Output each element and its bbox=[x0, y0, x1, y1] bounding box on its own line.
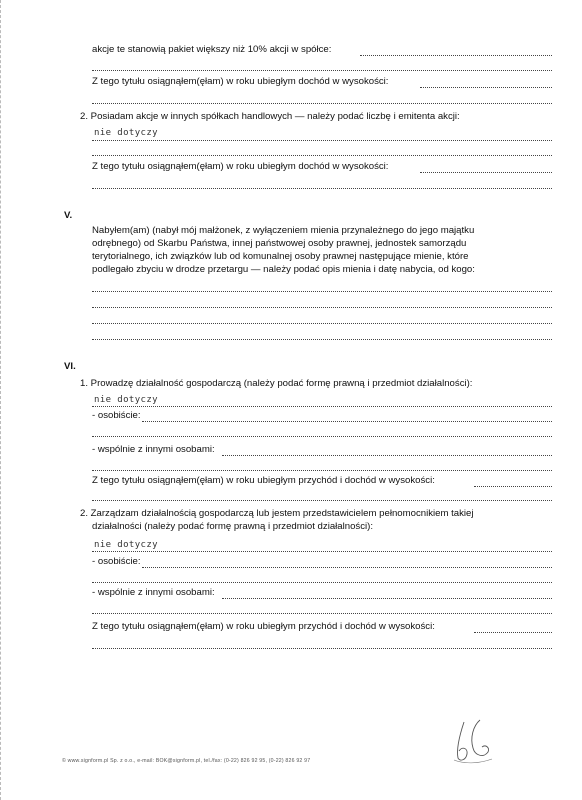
business-management-label-2: działalności (należy podać formę prawną i przedmiot działalności): bbox=[92, 521, 374, 532]
business-management-answer: nie dotyczy bbox=[94, 540, 159, 550]
section-v-text-3: terytorialnego, ich związków lub od komunalnej osoby prawnej następujące mienie, które bbox=[92, 251, 469, 262]
signature-initials bbox=[440, 714, 500, 768]
management-personal-field[interactable] bbox=[142, 567, 552, 568]
business-joint-field[interactable] bbox=[222, 455, 552, 456]
other-shares-label: 2. Posiadam akcje w innych spółkach handlowych — należy podać liczbę i emitenta akcji: bbox=[80, 111, 460, 122]
section-vi-heading: VI. bbox=[64, 361, 76, 372]
section-v-field-1[interactable] bbox=[92, 291, 552, 292]
section-v-field-4[interactable] bbox=[92, 339, 552, 340]
management-joint-field-2[interactable] bbox=[92, 613, 552, 614]
other-shares-answer: nie dotyczy bbox=[94, 128, 159, 138]
shares-income-label: Z tego tytułu osiągnąłem(ęłam) w roku ubiegłym dochód w wysokości: bbox=[92, 76, 389, 87]
business-personal-field[interactable] bbox=[142, 421, 552, 422]
business-income-label: Z tego tytułu osiągnąłem(ęłam) w roku ubiegłym przychód i dochód w wysokości: bbox=[92, 475, 435, 486]
management-joint-label: - wspólnie z innymi osobami: bbox=[92, 587, 215, 598]
section-v-field-2[interactable] bbox=[92, 307, 552, 308]
other-shares-income-field-2[interactable] bbox=[92, 188, 552, 189]
management-joint-field[interactable] bbox=[222, 598, 552, 599]
business-management-label-1: 2. Zarządzam działalnością gospodarczą lub jestem przedstawicielem pełnomocnikiem takiej bbox=[80, 508, 474, 519]
business-personal-field-2[interactable] bbox=[92, 436, 552, 437]
business-activity-label: 1. Prowadzę działalność gospodarczą (należy podać formę prawną i przedmiot działalności): bbox=[80, 378, 473, 389]
business-activity-answer: nie dotyczy bbox=[94, 395, 159, 405]
shares-percentage-field-2[interactable] bbox=[92, 70, 552, 71]
page-edge bbox=[0, 0, 2, 800]
other-shares-field-2[interactable] bbox=[92, 155, 552, 156]
other-shares-field[interactable] bbox=[92, 140, 552, 141]
footer-text: © www.signform.pl Sp. z o.o., e-mail: BOK@signform.pl, tel./fax: (0-22) 826 92 95, (0-22) 826 92 97 bbox=[62, 758, 311, 764]
business-management-field[interactable] bbox=[92, 551, 552, 552]
section-v-field-3[interactable] bbox=[92, 323, 552, 324]
section-v-heading: V. bbox=[64, 210, 73, 221]
management-income-field[interactable] bbox=[474, 632, 552, 633]
business-personal-label: - osobiście: bbox=[92, 410, 141, 421]
other-shares-income-field[interactable] bbox=[420, 172, 552, 173]
business-income-field-2[interactable] bbox=[92, 500, 552, 501]
management-personal-label: - osobiście: bbox=[92, 556, 141, 567]
business-income-field[interactable] bbox=[474, 486, 552, 487]
section-v-text-2: odrębnego) od Skarbu Państwa, innej państwowej osoby prawnej, jednostek samorządu bbox=[92, 238, 467, 249]
shares-percentage-field[interactable] bbox=[360, 55, 552, 56]
shares-percentage-label: akcje te stanowią pakiet większy niż 10% akcji w spółce: bbox=[92, 44, 332, 55]
business-joint-field-2[interactable] bbox=[92, 470, 552, 471]
section-v-text-4: podlegało zbyciu w drodze przetargu — należy podać opis mienia i datę nabycia, od kogo: bbox=[92, 264, 475, 275]
business-joint-label: - wspólnie z innymi osobami: bbox=[92, 444, 215, 455]
management-personal-field-2[interactable] bbox=[92, 582, 552, 583]
business-activity-field[interactable] bbox=[92, 406, 552, 407]
other-shares-income-label: Z tego tytułu osiągnąłem(ęłam) w roku ubiegłym dochód w wysokości: bbox=[92, 161, 389, 172]
shares-income-field[interactable] bbox=[420, 87, 552, 88]
management-income-label: Z tego tytułu osiągnąłem(ęłam) w roku ubiegłym przychód i dochód w wysokości: bbox=[92, 621, 435, 632]
shares-income-field-2[interactable] bbox=[92, 103, 552, 104]
management-income-field-2[interactable] bbox=[92, 648, 552, 649]
section-v-text-1: Nabyłem(am) (nabył mój małżonek, z wyłączeniem mienia przynależnego do jego majątku bbox=[92, 225, 475, 236]
